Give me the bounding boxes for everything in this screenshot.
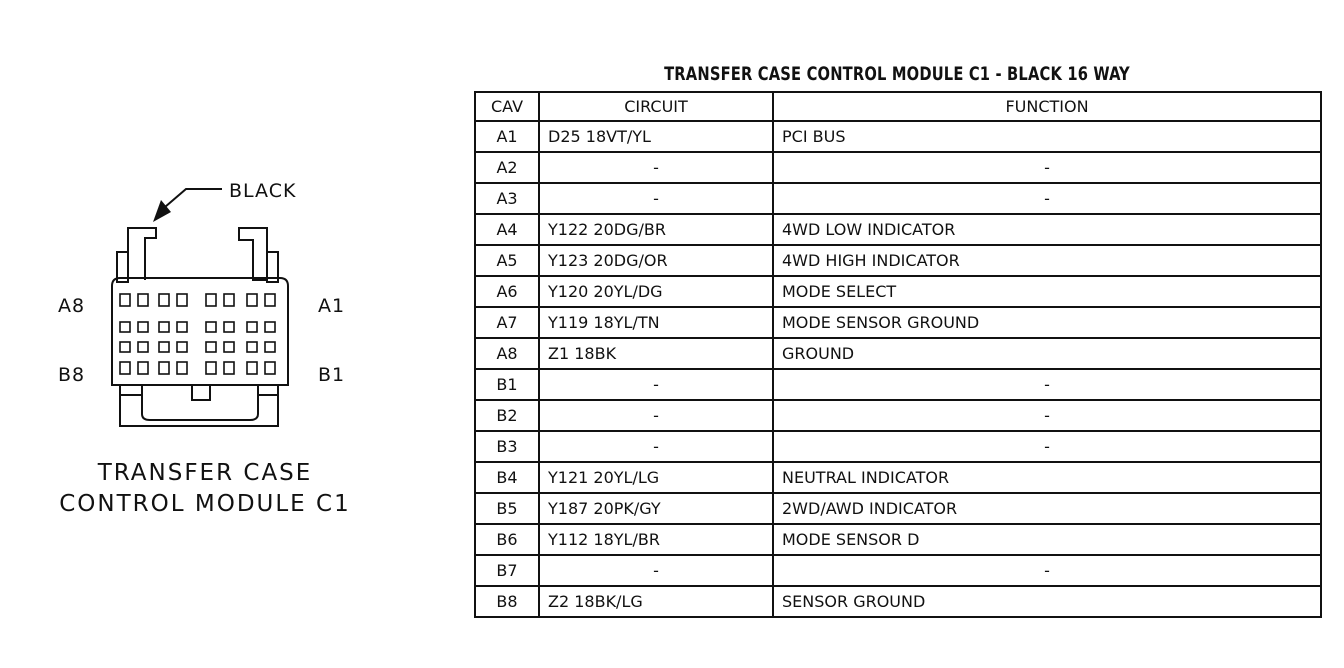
cavity-slot [120, 362, 130, 374]
cell-cav: B5 [475, 493, 539, 524]
table-row [475, 462, 1321, 493]
cell-function: 4WD HIGH INDICATOR [773, 245, 1321, 276]
left-latch-tab [128, 228, 156, 280]
right-latch-tab [239, 228, 267, 280]
cavity-slot [138, 342, 148, 352]
black-leader-line [165, 189, 222, 207]
cell-circuit: Z1 18BK [539, 338, 773, 369]
cell-circuit: Y121 20YL/LG [539, 462, 773, 493]
connector-caption-line-2: CONTROL MODULE C1 [59, 491, 351, 517]
cavity-slot [138, 322, 148, 332]
cell-circuit: - [539, 152, 773, 183]
cell-function: MODE SENSOR D [773, 524, 1321, 555]
cell-cav: A8 [475, 338, 539, 369]
table-row [475, 493, 1321, 524]
table-row [475, 245, 1321, 276]
cavity-slot [265, 322, 275, 332]
cavity-slot [159, 362, 169, 374]
cell-function: - [773, 152, 1321, 183]
cell-circuit: Z2 18BK/LG [539, 586, 773, 617]
cavity-slot [247, 322, 257, 332]
cell-circuit: Y123 20DG/OR [539, 245, 773, 276]
cell-circuit: - [539, 400, 773, 431]
cavity-slot [265, 294, 275, 306]
cell-cav: A7 [475, 307, 539, 338]
cell-cav: A2 [475, 152, 539, 183]
cell-function: GROUND [773, 338, 1321, 369]
pinout-table [474, 91, 1322, 618]
header-cav: CAV [475, 92, 539, 121]
cell-circuit: - [539, 183, 773, 214]
cavity-slot [247, 294, 257, 306]
cell-function: 2WD/AWD INDICATOR [773, 493, 1321, 524]
cavity-grid [120, 294, 275, 374]
cell-function: - [773, 555, 1321, 586]
cavity-slot [177, 322, 187, 332]
cavity-slot [224, 322, 234, 332]
cell-cav: A4 [475, 214, 539, 245]
cell-circuit: Y187 20PK/GY [539, 493, 773, 524]
cell-circuit: Y122 20DG/BR [539, 214, 773, 245]
connector-skirt-inner [142, 385, 258, 420]
cavity-slot [120, 294, 130, 306]
cavity-slot [177, 294, 187, 306]
cell-cav: A1 [475, 121, 539, 152]
cavity-slot [177, 362, 187, 374]
cell-circuit: D25 18VT/YL [539, 121, 773, 152]
cell-circuit: Y112 18YL/BR [539, 524, 773, 555]
cavity-slot [265, 362, 275, 374]
table-row [475, 338, 1321, 369]
cavity-slot [177, 342, 187, 352]
table-row [475, 152, 1321, 183]
connector-diagram [0, 0, 440, 668]
cell-function: - [773, 400, 1321, 431]
cell-function: NEUTRAL INDICATOR [773, 462, 1321, 493]
table-row [475, 307, 1321, 338]
cavity-slot [206, 342, 216, 352]
table-row [475, 431, 1321, 462]
color-label: BLACK [229, 180, 297, 202]
key-notch [192, 385, 210, 400]
cell-circuit: - [539, 369, 773, 400]
cavity-slot [206, 322, 216, 332]
cavity-slot [120, 322, 130, 332]
table-row [475, 121, 1321, 152]
cell-cav: B1 [475, 369, 539, 400]
table-row [475, 400, 1321, 431]
cell-cav: A5 [475, 245, 539, 276]
cell-function: MODE SENSOR GROUND [773, 307, 1321, 338]
cell-cav: B4 [475, 462, 539, 493]
table-title: TRANSFER CASE CONTROL MODULE C1 - BLACK 16 WAY [664, 63, 1130, 85]
cell-function: - [773, 183, 1321, 214]
cavity-slot [247, 342, 257, 352]
cell-circuit: Y120 20YL/DG [539, 276, 773, 307]
cell-cav: A6 [475, 276, 539, 307]
table-row [475, 555, 1321, 586]
header-function: FUNCTION [773, 92, 1321, 121]
cavity-slot [224, 362, 234, 374]
cell-function: 4WD LOW INDICATOR [773, 214, 1321, 245]
cavity-slot [138, 362, 148, 374]
pin-label-b1: B1 [318, 364, 346, 386]
cavity-slot [159, 294, 169, 306]
cell-function: MODE SELECT [773, 276, 1321, 307]
cavity-slot [206, 362, 216, 374]
cell-cav: A3 [475, 183, 539, 214]
cavity-slot [159, 322, 169, 332]
cavity-slot [206, 294, 216, 306]
cavity-slot [120, 342, 130, 352]
pin-label-a1: A1 [318, 295, 346, 317]
table-row [475, 183, 1321, 214]
connector-caption-line-1: TRANSFER CASE [97, 460, 313, 486]
pin-label-a8: A8 [58, 295, 86, 317]
table-row [475, 276, 1321, 307]
table-row [475, 586, 1321, 617]
table-row [475, 524, 1321, 555]
cell-circuit: Y119 18YL/TN [539, 307, 773, 338]
cell-cav: B6 [475, 524, 539, 555]
cell-cav: B2 [475, 400, 539, 431]
cavity-slot [224, 294, 234, 306]
cavity-slot [138, 294, 148, 306]
table-row [475, 214, 1321, 245]
cell-function: - [773, 369, 1321, 400]
cell-function: PCI BUS [773, 121, 1321, 152]
pin-label-b8: B8 [58, 364, 86, 386]
cell-circuit: - [539, 555, 773, 586]
cavity-slot [247, 362, 257, 374]
cell-function: SENSOR GROUND [773, 586, 1321, 617]
cell-cav: B3 [475, 431, 539, 462]
table-row [475, 369, 1321, 400]
cell-function: - [773, 431, 1321, 462]
header-circuit: CIRCUIT [539, 92, 773, 121]
table-header-row [475, 92, 1321, 121]
cavity-slot [159, 342, 169, 352]
cell-circuit: - [539, 431, 773, 462]
cell-cav: B8 [475, 586, 539, 617]
cavity-slot [265, 342, 275, 352]
cavity-slot [224, 342, 234, 352]
cell-cav: B7 [475, 555, 539, 586]
